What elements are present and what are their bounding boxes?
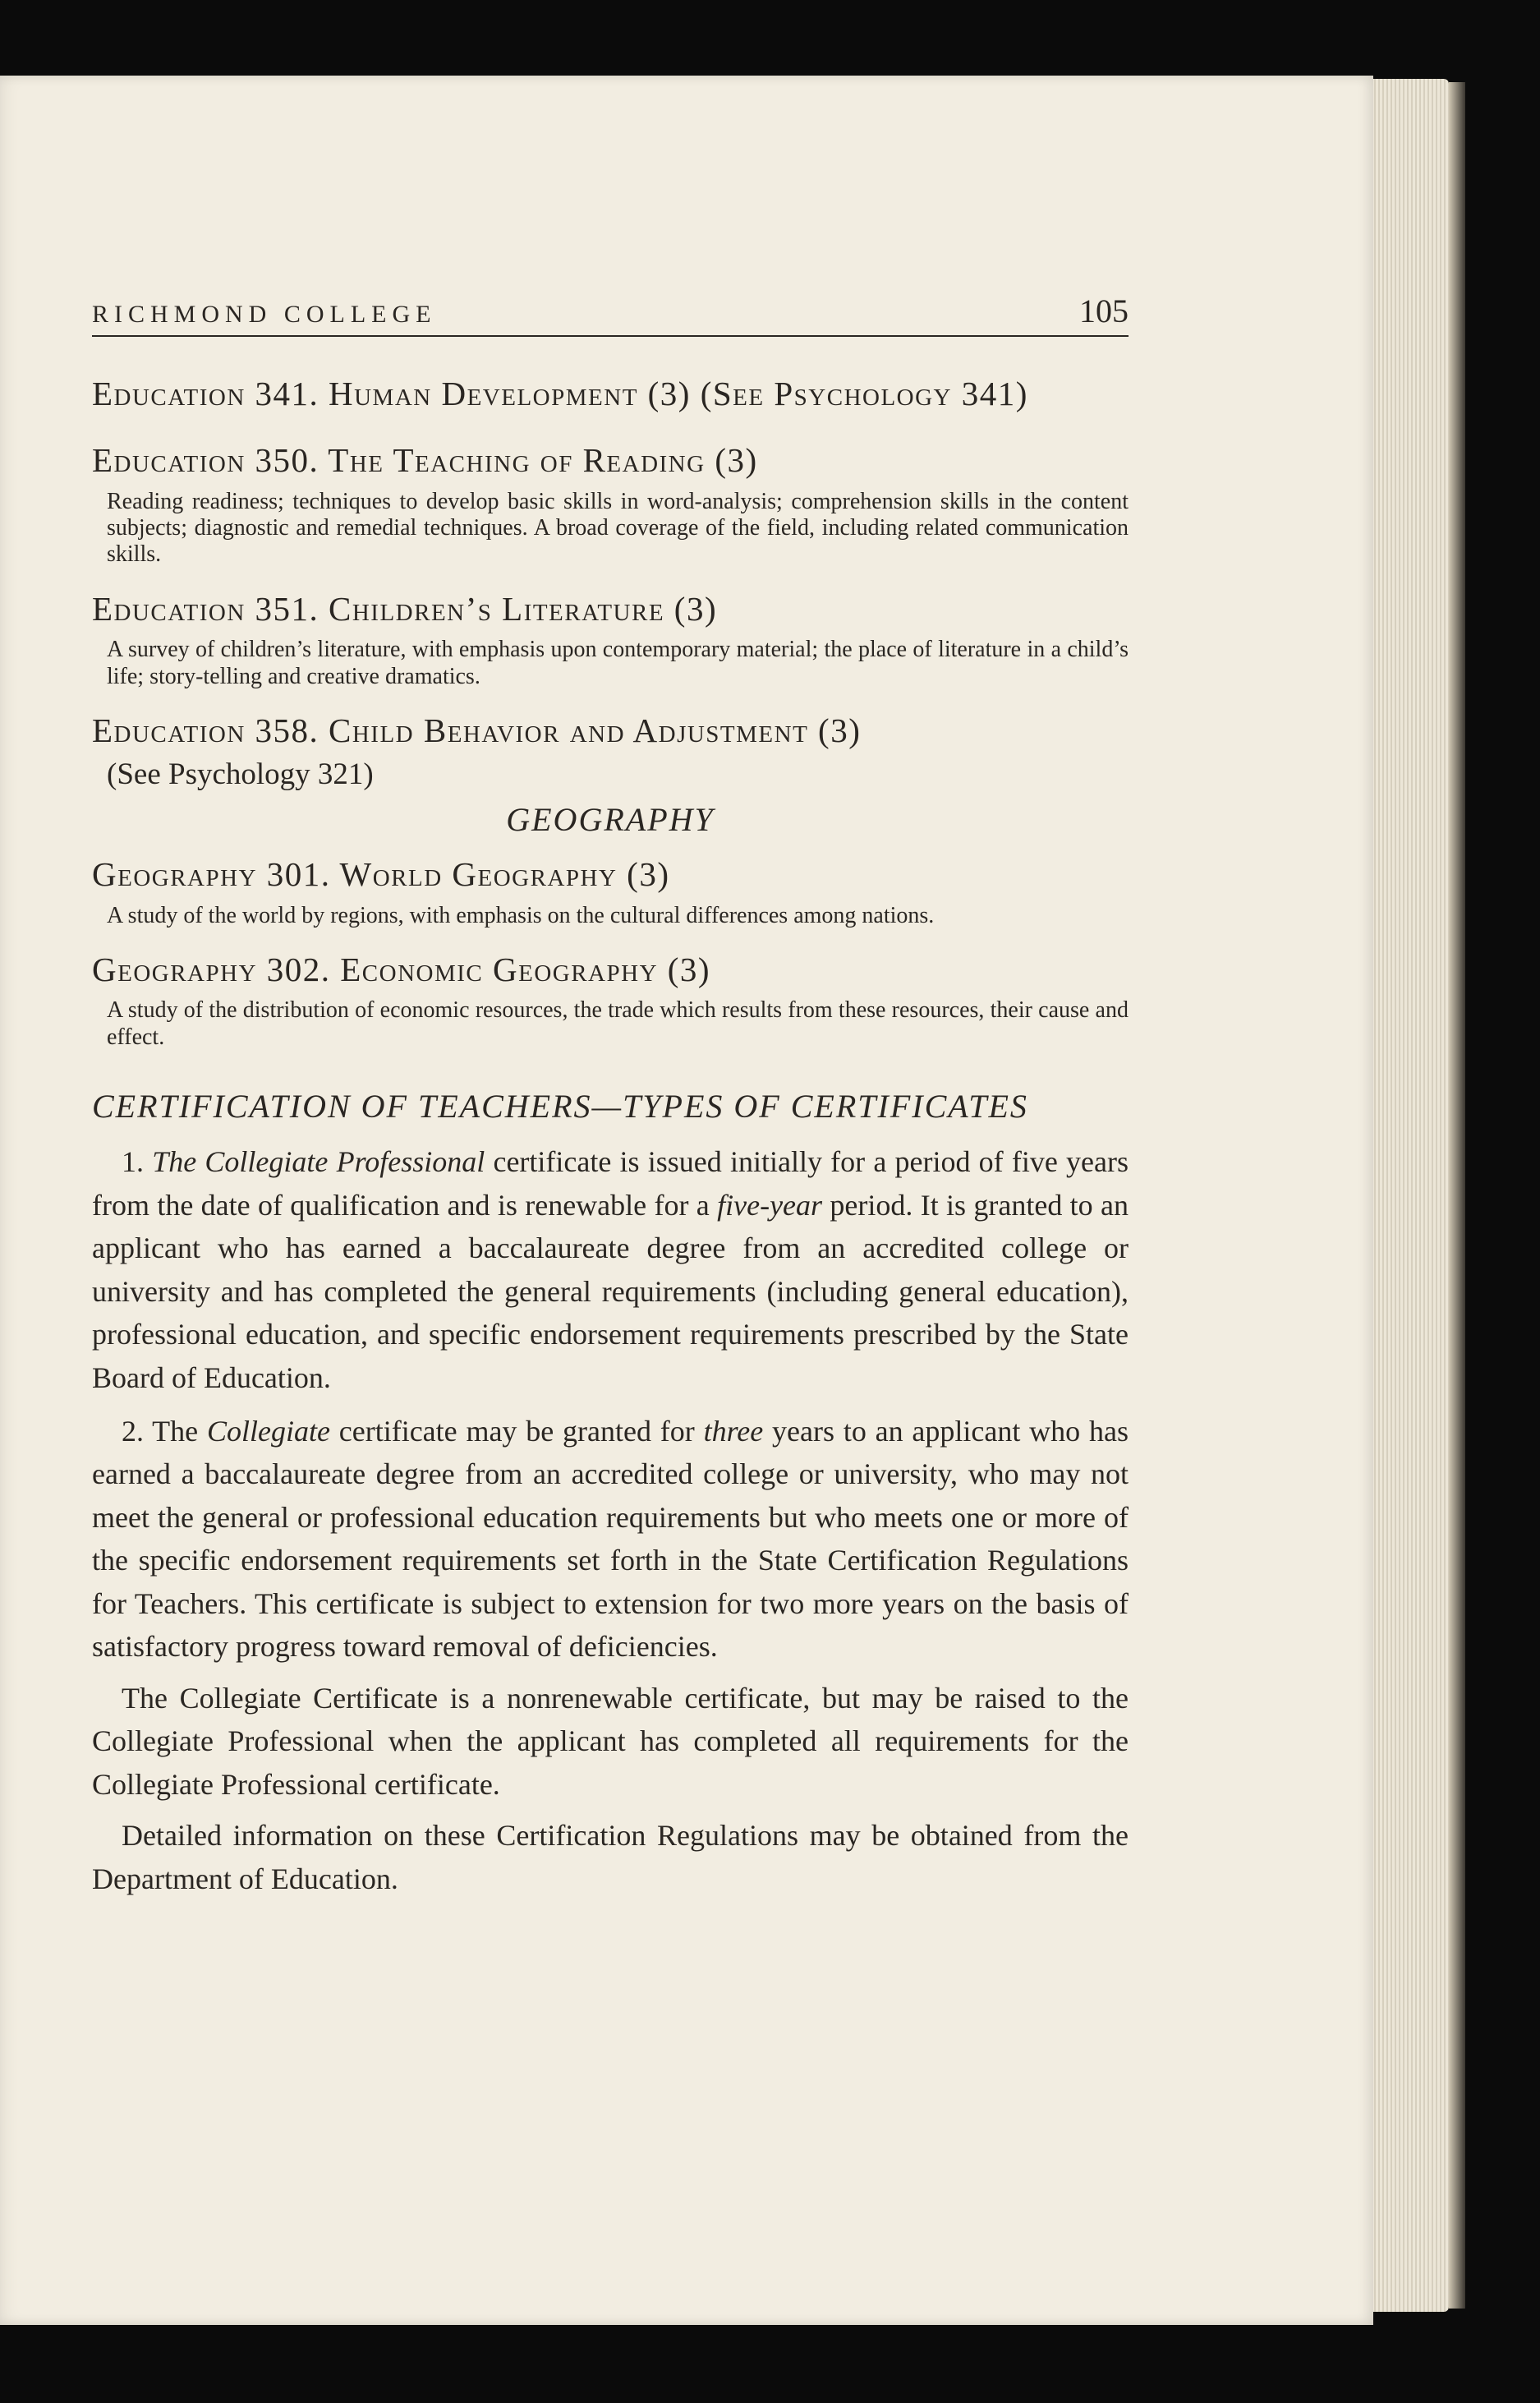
certification-paragraph-4: Detailed information on these Certification Regulations may be obtained from the Department of Education. — [92, 1819, 1129, 1895]
course-education-358: Education 358. Child Behavior and Adjustment (3) — [92, 711, 862, 750]
paragraph-number: 2. — [122, 1414, 144, 1448]
paragraph-text: period. It is granted to an applicant who has earned a baccalaureate degree from an accredited college or university and has completed the general requirements (including general education), professional education, and specific endorsement requirements prescribed by the State Board of Education. — [92, 1188, 1129, 1394]
paragraph-text: years to an applicant who has earned a baccalaureate degree from an accredited college or university, who may not meet the general or professional education requirements but who meets one or more of the specific endorsement requirements set forth in the State Certification Regulations for Teachers. This certificate is subject to extension for two more years on the basis of satisfactory progress toward removal of deficiencies. — [92, 1414, 1129, 1664]
certification-paragraph-2: 2. The Collegiate certificate may be granted for three years to an applicant who has earned a baccalaureate degree from an accredited college or university, who may not meet the general or professional education requirements but who meets one or more of the specific endorsement requirements set forth in the State Certification Regulations for Teachers. This certificate is subject to extension for two more years on the basis of satisfactory progress toward removal of deficiencies. — [92, 1414, 1129, 1664]
certificate-name: The Collegiate Professional — [152, 1145, 485, 1179]
course-education-341: Education 341. Human Development (3) (See Psychology 341) — [92, 375, 1028, 412]
course-description: A study of the distribution of economic resources, the trade which results from these resources, their cause and effect. — [107, 997, 1129, 1050]
certification-paragraph-3: The Collegiate Certificate is a nonrenewable certificate, but may be raised to the Collegiate Professional when the applicant has completed all requirements for the Collegiate Professional certificate. — [92, 1681, 1129, 1801]
page-number: 105 — [1079, 292, 1129, 329]
course-education-350: Education 350. The Teaching of Reading (3) — [92, 441, 758, 480]
paragraph-text: certificate may be granted for — [329, 1414, 704, 1448]
course-geography-301: Geography 301. World Geography (3) — [92, 855, 670, 894]
page-content — [92, 292, 1129, 1901]
certification-paragraph-1 — [92, 1140, 1129, 1399]
course-description: A study of the world by regions, with emphasis on the cultural differences among nations. — [107, 902, 935, 928]
emphasis-text: three — [703, 1414, 764, 1448]
course-description: Reading readiness; techniques to develop basic skills in word-analysis; comprehension skills in the content subjects; diagnostic and remedial techniques. A broad coverage of the field, including related communication skills. — [107, 488, 1129, 568]
section-heading-geography: GEOGRAPHY — [506, 801, 715, 839]
certificate-name: Collegiate — [206, 1414, 330, 1448]
see-also-reference: (See Psychology 321) — [107, 757, 374, 792]
course-description: A survey of children’s literature, with emphasis upon contemporary material; the place of literature in a child’s life; story-telling and creative dramatics. — [107, 637, 1129, 689]
section-heading-certification: CERTIFICATION OF TEACHERS—TYPES OF CERTIFICATES — [92, 1088, 1028, 1126]
running-head: RICHMOND COLLEGE — [92, 301, 437, 328]
course-education-351: Education 351. Children’s Literature (3) — [92, 589, 718, 628]
paragraph-number: 1. — [122, 1145, 144, 1179]
book-edge-shadow — [1449, 82, 1465, 2309]
page-header — [92, 292, 1129, 337]
emphasis-text: five-year — [717, 1188, 823, 1222]
paragraph-text: certificate is issued initially for a period of five years from the date of qualification and is renewable for a — [92, 1145, 1129, 1222]
course-geography-302: Geography 302. Economic Geography (3) — [92, 951, 711, 989]
